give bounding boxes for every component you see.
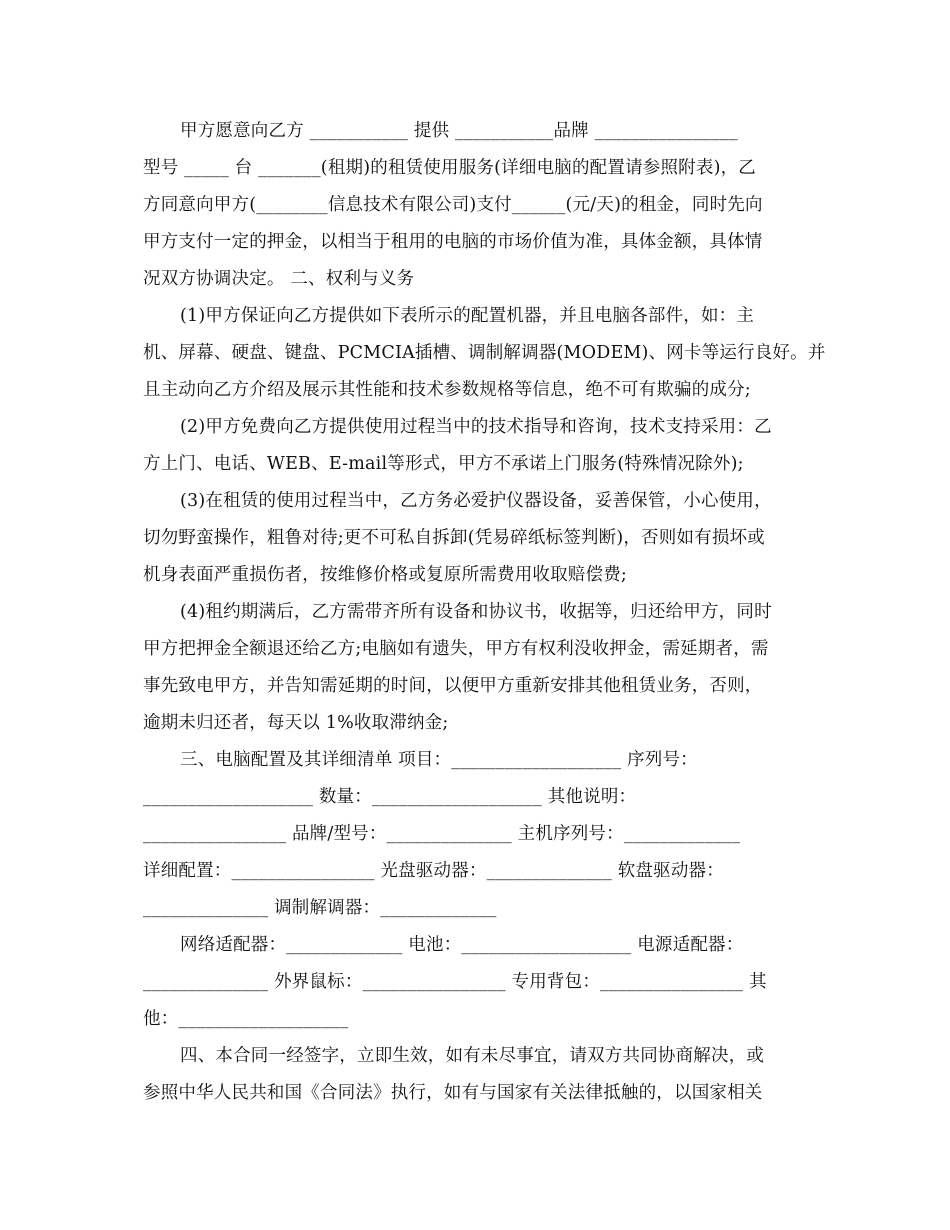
text-line: (2)甲方免费向乙方提供使用过程当中的技术指导和咨询，技术支持采用：乙 (180, 417, 772, 437)
text-line: (3)在租赁的使用过程当中，乙方务必爱护仪器设备，妥善保管，小心使用， (180, 491, 772, 511)
text-line: 型号 _____ 台 _______(租期)的租赁使用服务(详细电脑的配置请参照附表)，乙 (143, 158, 756, 178)
text-line: 机身表面严重损伤者，按维修价格或复原所需费用收取赔偿费; (143, 565, 627, 585)
text-line: (1)甲方保证向乙方提供如下表所示的配置机器，并且电脑各部件，如：主 (180, 306, 755, 326)
text-line: 网络适配器：_____________ 电池：___________________ 电源适配器： (180, 935, 744, 955)
text-line: 甲方愿意向乙方 ___________ 提供 ___________品牌 ________________ (180, 121, 738, 141)
text-line: ______________ 外界鼠标：________________ 专用背包：________________ 其 (143, 972, 767, 992)
text-line: 且主动向乙方介绍及展示其性能和技术参数规格等信息，绝不可有欺骗的成分; (143, 380, 751, 400)
text-line: ________________ 品牌/型号：______________ 主机序列号：_____________ (143, 824, 741, 844)
text-line: 逾期未归还者，每天以 1%收取滞纳金; (143, 713, 449, 733)
text-line: 方同意向甲方(________信息技术有限公司)支付______(元/天)的租金，同时先向 (143, 195, 763, 215)
text-line: 参照中华人民共和国《合同法》执行，如有与国家有关法律抵触的，以国家相关 (143, 1083, 763, 1103)
text-line: 切勿野蛮操作，粗鲁对待;更不可私自拆卸(凭易碎纸标签判断)，否则如有损坏或 (143, 528, 765, 548)
text-line: 甲方把押金全额退还给乙方;电脑如有遗失，甲方有权利没收押金，需延期者，需 (143, 639, 769, 659)
text-line: 方上门、电话、WEB、E-mail等形式，甲方不承诺上门服务(特殊情况除外); (143, 454, 744, 474)
text-line: (4)租约期满后，乙方需带齐所有设备和协议书，收据等，归还给甲方，同时 (180, 602, 772, 622)
text-line: ______________ 调制解调器：_____________ (143, 898, 497, 918)
text-line: 四、本合同一经签字，立即生效，如有未尽事宜，请双方共同协商解决，或 (180, 1046, 765, 1066)
text-line: 机、屏幕、硬盘、键盘、PCMCIA插槽、调制解调器(MODEM)、网卡等运行良好。并 (143, 343, 826, 363)
text-line: 他：___________________ (143, 1009, 349, 1029)
text-line: ___________________ 数量：___________________ 其他说明： (143, 787, 637, 807)
text-line: 甲方支付一定的押金，以相当于租用的电脑的市场价值为准，具体金额，具体情 (143, 232, 763, 252)
text-line: 事先致电甲方，并告知需延期的时间，以便甲方重新安排其他租赁业务，否则， (143, 676, 763, 696)
text-line: 三、电脑配置及其详细清单 项目：___________________ 序列号： (180, 750, 698, 770)
text-line: 详细配置：________________ 光盘驱动器：______________ 软盘驱动器： (143, 861, 724, 881)
text-line: 况双方协调决定。 二、权利与义务 (143, 269, 415, 289)
